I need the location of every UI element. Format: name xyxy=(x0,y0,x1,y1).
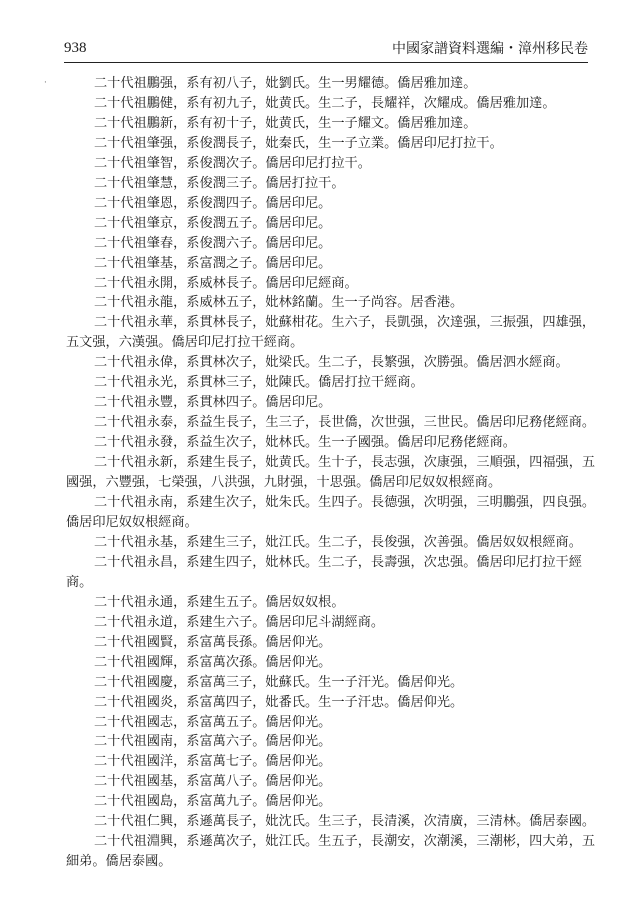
genealogy-entry: 二十代祖國慶，系富萬三子，妣蘇氏。生一子汗光。僑居仰光。 xyxy=(94,674,464,690)
page-number: 938 xyxy=(64,40,87,56)
genealogy-entry: 二十代祖肇恩，系俊潤四子。僑居印尼。 xyxy=(94,195,332,211)
genealogy-entry: 二十代祖永基，系建生三子，妣江氏。生二子，長俊强，次善强。僑居奴奴根經商。 xyxy=(94,534,582,550)
genealogy-entry: 二十代祖鵬健，系有初九子，妣黄氏。生二子，長耀祥，次耀成。僑居雅加達。 xyxy=(94,95,556,111)
genealogy-entry: 二十代祖永豐，系貫林四子。僑居印尼。 xyxy=(94,395,332,411)
genealogy-entry: 二十代祖肇强，系俊潤長子，妣秦氏，生一子立業。僑居印尼打拉干。 xyxy=(94,135,503,151)
genealogy-entry: 二十代祖永發，系益生次子，妣林氏。生一子國强。僑居印尼務佬經商。 xyxy=(94,435,516,451)
genealogy-entry: 二十代祖國島，系富萬九子。僑居仰光。 xyxy=(94,794,332,810)
genealogy-entry: 二十代祖肇春，系俊潤六子。僑居印尼。 xyxy=(94,235,332,251)
genealogy-entry: 二十代祖鵬强，系有初八子，妣劉氏。生一男耀德。僑居雅加達。 xyxy=(94,76,477,91)
genealogy-entry: 二十代祖永昌，系建生四子，妣林氏。生二子，長壽强，次忠强。僑居印尼打拉干經商。 xyxy=(66,554,582,590)
genealogy-entry: 二十代祖國基，系富萬八子。僑居仰光。 xyxy=(94,774,332,790)
genealogy-entry: 二十代祖國賢，系富萬長孫。僑居仰光。 xyxy=(94,634,332,650)
genealogy-entry: 二十代祖肇慧，系俊潤三子。僑居打拉干。 xyxy=(94,175,345,191)
genealogy-entry: 二十代祖永開，系威林長子。僑居印尼經商。 xyxy=(94,275,358,291)
genealogy-entry: 二十代祖永新，系建生長子，妣黄氏。生十子，長志强，次康强，三順强，四福强，五國强，六豐强，七榮强，八洪强，九財强，十思强。僑居印尼奴奴根經商。 xyxy=(66,455,596,491)
genealogy-entry: 二十代祖永南，系建生次子，妣朱氏。生四子。長德强，次明强，三明鵬强，四良强。僑居印尼奴奴根經商。 xyxy=(66,495,596,530)
genealogy-entry: 二十代祖永通，系建生五子。僑居奴奴根。 xyxy=(94,594,345,610)
running-header xyxy=(64,38,588,63)
genealogy-entry: 二十代祖國炎，系富萬四子，妣番氏。生一子汗忠。僑居仰光。 xyxy=(94,694,464,710)
genealogy-entry: 二十代祖永偉，系貫林次子，妣梁氏。生二子，長繁强，次勝强。僑居泗水經商。 xyxy=(94,355,569,371)
genealogy-entries xyxy=(66,74,596,872)
genealogy-entry: 二十代祖永道，系建生六子。僑居印尼斗湖經商。 xyxy=(94,614,385,630)
genealogy-entry: 二十代祖國洋，系富萬七子。僑居仰光。 xyxy=(94,754,332,770)
genealogy-entry: 二十代祖永泰，系益生長子，生三子，長世僑，次世强，三世民。僑居印尼務佬經商。 xyxy=(94,415,596,431)
genealogy-entry: 二十代祖仁興，系遜萬長子，妣沈氏。生三子，長清溪，次清廣，三清林。僑居泰國。 xyxy=(94,814,596,830)
margin-mark: · xyxy=(44,78,47,88)
genealogy-entry: 二十代祖永龍，系威林五子，妣林銘蘭。生一子尚容。居香港。 xyxy=(94,295,464,311)
genealogy-entry: 二十代祖永華，系貫林長子，妣蘇柑花。生六子，長凱强，次達强，三振强，四雄强，五文强，六漢强。僑居印尼打拉干經商。 xyxy=(66,315,596,351)
genealogy-entry: 二十代祖鵬新，系有初十子，妣黄氏，生一子耀文。僑居雅加達。 xyxy=(94,115,477,131)
genealogy-entry: 二十代祖國輝，系富萬次孫。僑居仰光。 xyxy=(94,654,332,670)
genealogy-entry: 二十代祖肇基，系富潤之子。僑居印尼。 xyxy=(94,255,332,271)
genealogy-entry: 二十代祖肇智，系俊潤次子。僑居印尼打拉干。 xyxy=(94,155,371,171)
genealogy-entry: 二十代祖永光，系貫林三子，妣陳氏。僑居打拉干經商。 xyxy=(94,375,424,391)
genealogy-entry: 二十代祖肇京，系俊潤五子。僑居印尼。 xyxy=(94,215,332,231)
genealogy-entry: 二十代祖國南，系富萬六子。僑居仰光。 xyxy=(94,734,332,750)
genealogy-entry: 二十代祖國志，系富萬五子。僑居仰光。 xyxy=(94,714,332,730)
book-title: 中國家譜資料選編・漳州移民卷 xyxy=(392,41,588,57)
genealogy-entry: 二十代祖淵興，系遜萬次子，妣江氏。生五子，長潮安，次潮溪，三潮彬，四大弟，五細弟。僑居泰國。 xyxy=(66,834,596,870)
